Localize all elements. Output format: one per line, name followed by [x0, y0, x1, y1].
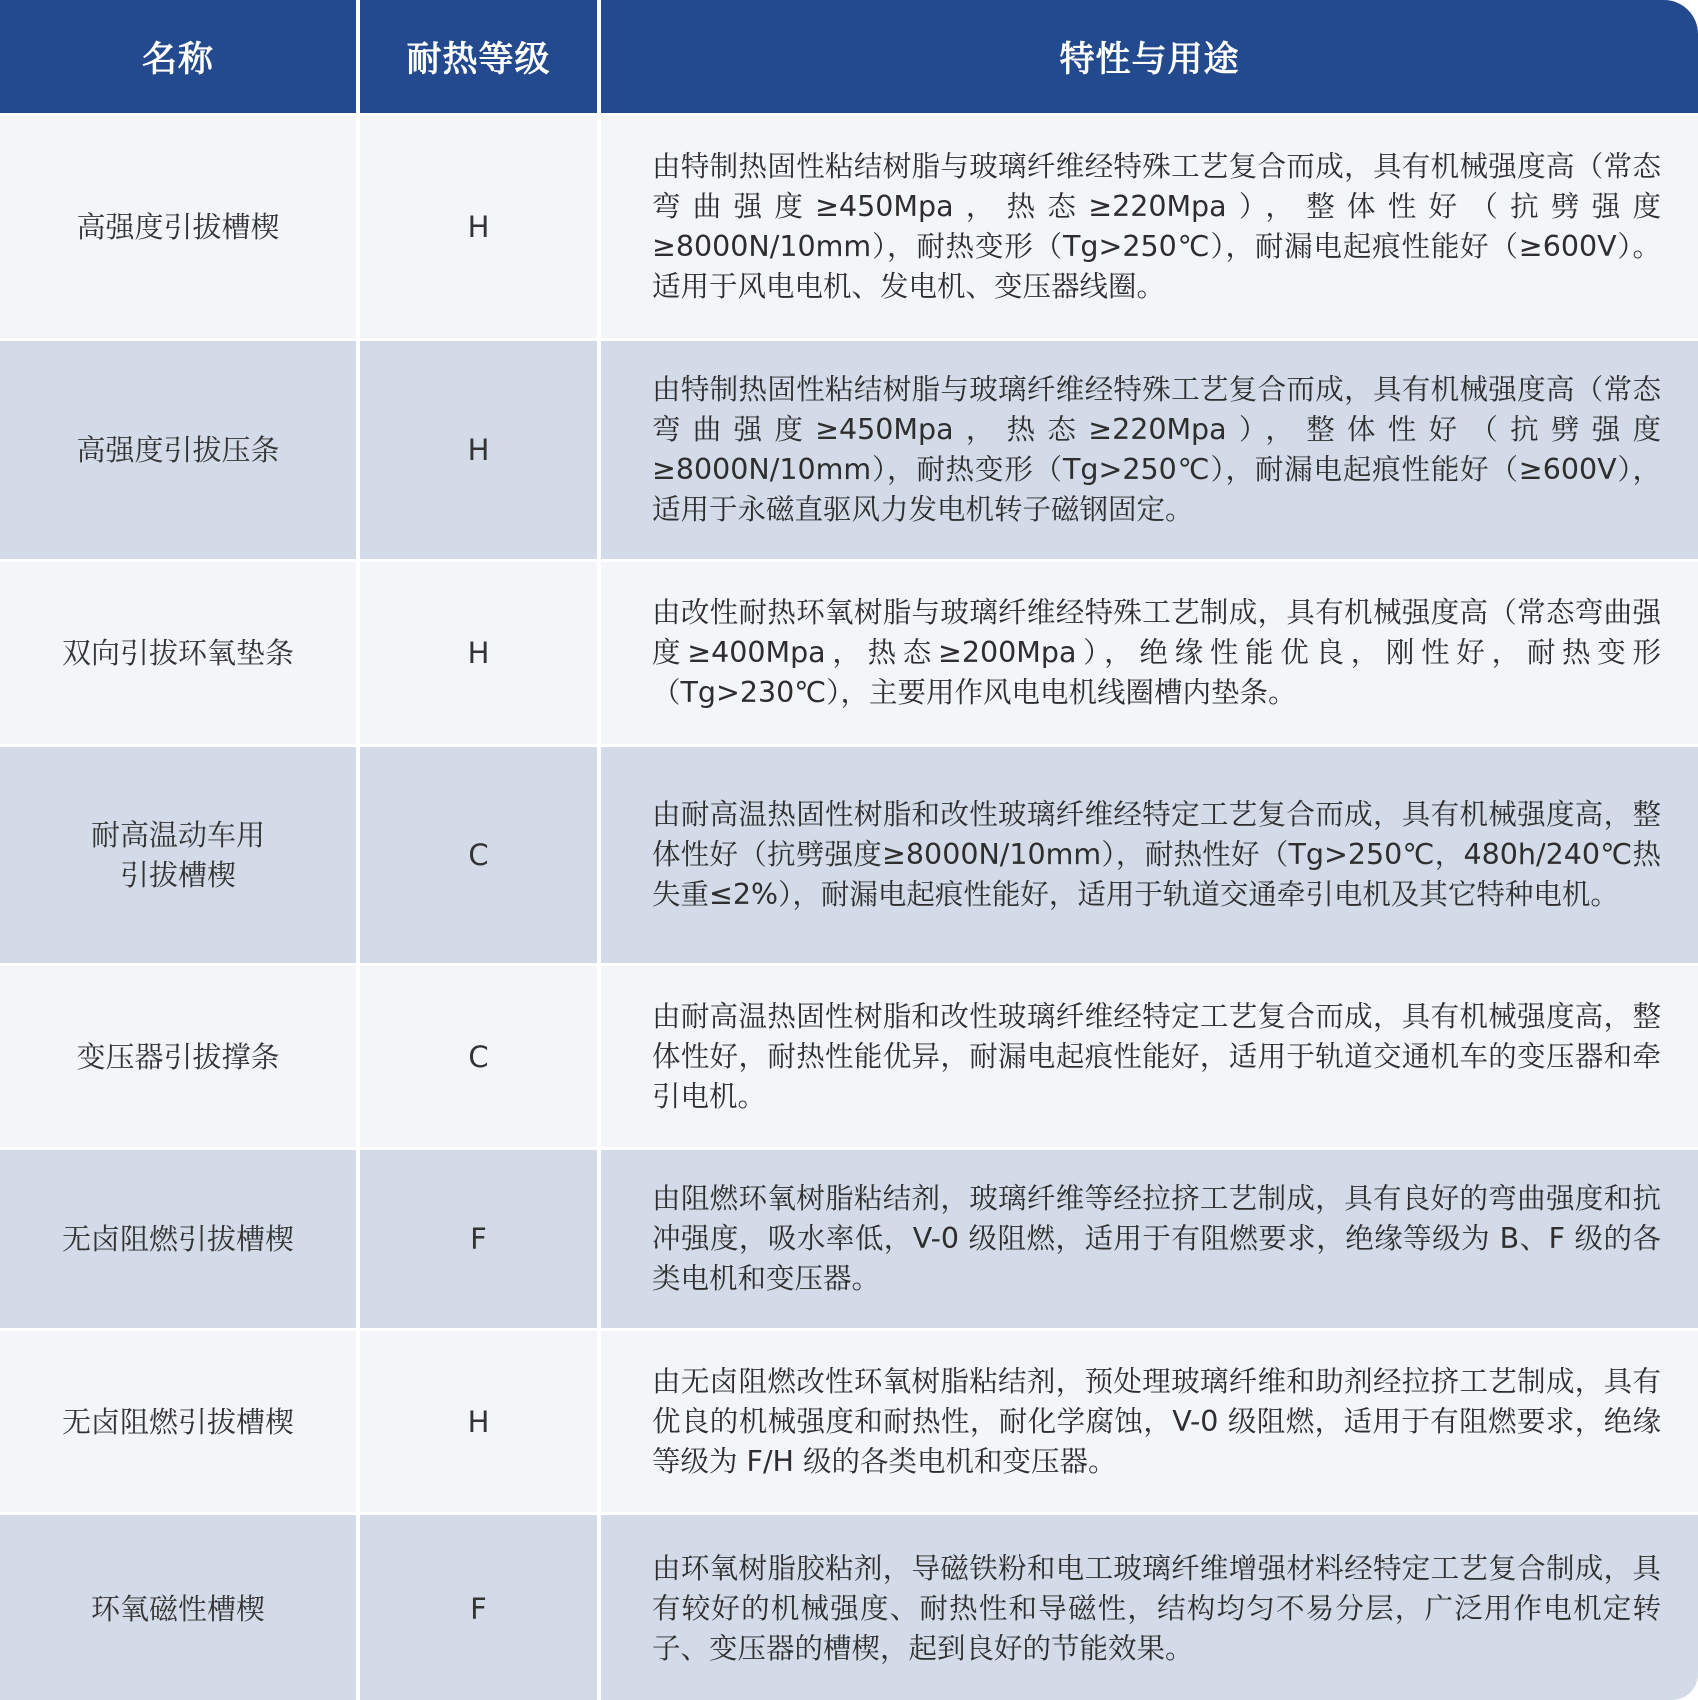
desc-text: 由阻燃环氧树脂粘结剂，玻璃纤维等经拉挤工艺制成，具有良好的弯曲强度和抗冲强度，吸水率低，V-0 级阻燃，适用于有阻燃要求，绝缘等级为 B、F 级的各类电机和变压器。 — [652, 1182, 1661, 1295]
name-text: 无卤阻燃引拔槽楔 — [61, 1404, 294, 1439]
table-cell-desc — [601, 1331, 1698, 1512]
table-cell-grade — [360, 1150, 597, 1328]
table-cell-name — [0, 1331, 356, 1512]
desc-text: 由无卤阻燃改性环氧树脂粘结剂，预处理玻璃纤维和助剂经拉挤工艺制成，具有优良的机械强度和耐热性，耐化学腐蚀，V-0 级阻燃，适用于有阻燃要求，绝缘等级为 F/H 级的各类电机和变压器。 — [652, 1364, 1661, 1478]
table-cell-grade — [360, 1331, 597, 1512]
table-cell-grade — [360, 747, 597, 963]
table-cell-desc — [601, 116, 1698, 338]
name-text: 耐高温动车用 引拔槽楔 — [90, 818, 265, 892]
name-text: 无卤阻燃引拔槽楔 — [61, 1222, 294, 1256]
grade-text: H — [467, 433, 490, 467]
grade-text: F — [470, 1591, 487, 1626]
grade-text: H — [467, 1404, 490, 1439]
name-text: 高强度引拔槽楔 — [76, 210, 280, 244]
table-cell-name — [0, 1515, 356, 1700]
name-text: 双向引拔环氧垫条 — [61, 636, 294, 670]
desc-text: 由耐高温热固性树脂和改性玻璃纤维经特定工艺复合而成，具有机械强度高，整体性好（抗劈强度≥8000N/10mm），耐热性好（Tg>250℃，480h/240℃热失重≤2%），耐漏电起痕性能好，适用于轨道交通牵引电机及其它特种电机。 — [652, 798, 1661, 911]
grade-text: C — [468, 1039, 489, 1074]
table-cell-desc — [601, 562, 1698, 744]
header-grade: 耐热等级 — [360, 0, 597, 113]
header-name: 名称 — [0, 0, 356, 113]
desc-text: 由环氧树脂胶粘剂，导磁铁粉和电工玻璃纤维增强材料经特定工艺复合制成，具有较好的机械强度、耐热性和导磁性，结构均匀不易分层，广泛用作电机定转子、变压器的槽楔，起到良好的节能效果。 — [652, 1551, 1661, 1665]
table-cell-grade — [360, 562, 597, 744]
table-cell-desc — [601, 1515, 1698, 1700]
table-cell-name — [0, 747, 356, 963]
table-cell-name — [0, 562, 356, 744]
table-cell-grade — [360, 1515, 597, 1700]
name-text: 高强度引拔压条 — [76, 433, 280, 467]
grade-text: H — [467, 636, 490, 670]
table-cell-name — [0, 116, 356, 338]
grade-text: F — [470, 1222, 487, 1256]
table-cell-desc — [601, 341, 1698, 559]
grade-text: H — [467, 210, 490, 244]
name-text: 环氧磁性槽楔 — [90, 1591, 265, 1626]
grade-text: C — [468, 838, 489, 872]
table-cell-name — [0, 1150, 356, 1328]
table-cell-grade — [360, 966, 597, 1147]
table-cell-desc — [601, 1150, 1698, 1328]
table-cell-name — [0, 341, 356, 559]
table-cell-desc — [601, 966, 1698, 1147]
name-text: 变压器引拔撑条 — [76, 1039, 280, 1074]
table-cell-grade — [360, 116, 597, 338]
table-cell-grade — [360, 341, 597, 559]
header-description: 特性与用途 — [601, 0, 1698, 113]
desc-text: 由改性耐热环氧树脂与玻璃纤维经特殊工艺制成，具有机械强度高（常态弯曲强度≥400Mpa，热态≥200Mpa），绝缘性能优良，刚性好，耐热变形（Tg>230℃），主要用作风电电机线圈槽内垫条。 — [652, 596, 1661, 709]
desc-text: 由特制热固性粘结树脂与玻璃纤维经特殊工艺复合而成，具有机械强度高（常态弯曲强度≥450Mpa，热态≥220Mpa），整体性好（抗劈强度≥8000N/10mm），耐热变形（Tg>250℃），耐漏电起痕性能好（≥600V）。适用于风电电机、发电机、变压器线圈。 — [652, 150, 1661, 303]
table-cell-desc — [601, 747, 1698, 963]
desc-text: 由耐高温热固性树脂和改性玻璃纤维经特定工艺复合而成，具有机械强度高，整体性好，耐热性能优异，耐漏电起痕性能好，适用于轨道交通机车的变压器和牵引电机。 — [652, 999, 1661, 1113]
table-cell-name — [0, 966, 356, 1147]
desc-text: 由特制热固性粘结树脂与玻璃纤维经特殊工艺复合而成，具有机械强度高（常态弯曲强度≥450Mpa，热态≥220Mpa），整体性好（抗劈强度≥8000N/10mm），耐热变形（Tg>250℃），耐漏电起痕性能好（≥600V），适用于永磁直驱风力发电机转子磁钢固定。 — [652, 373, 1661, 526]
